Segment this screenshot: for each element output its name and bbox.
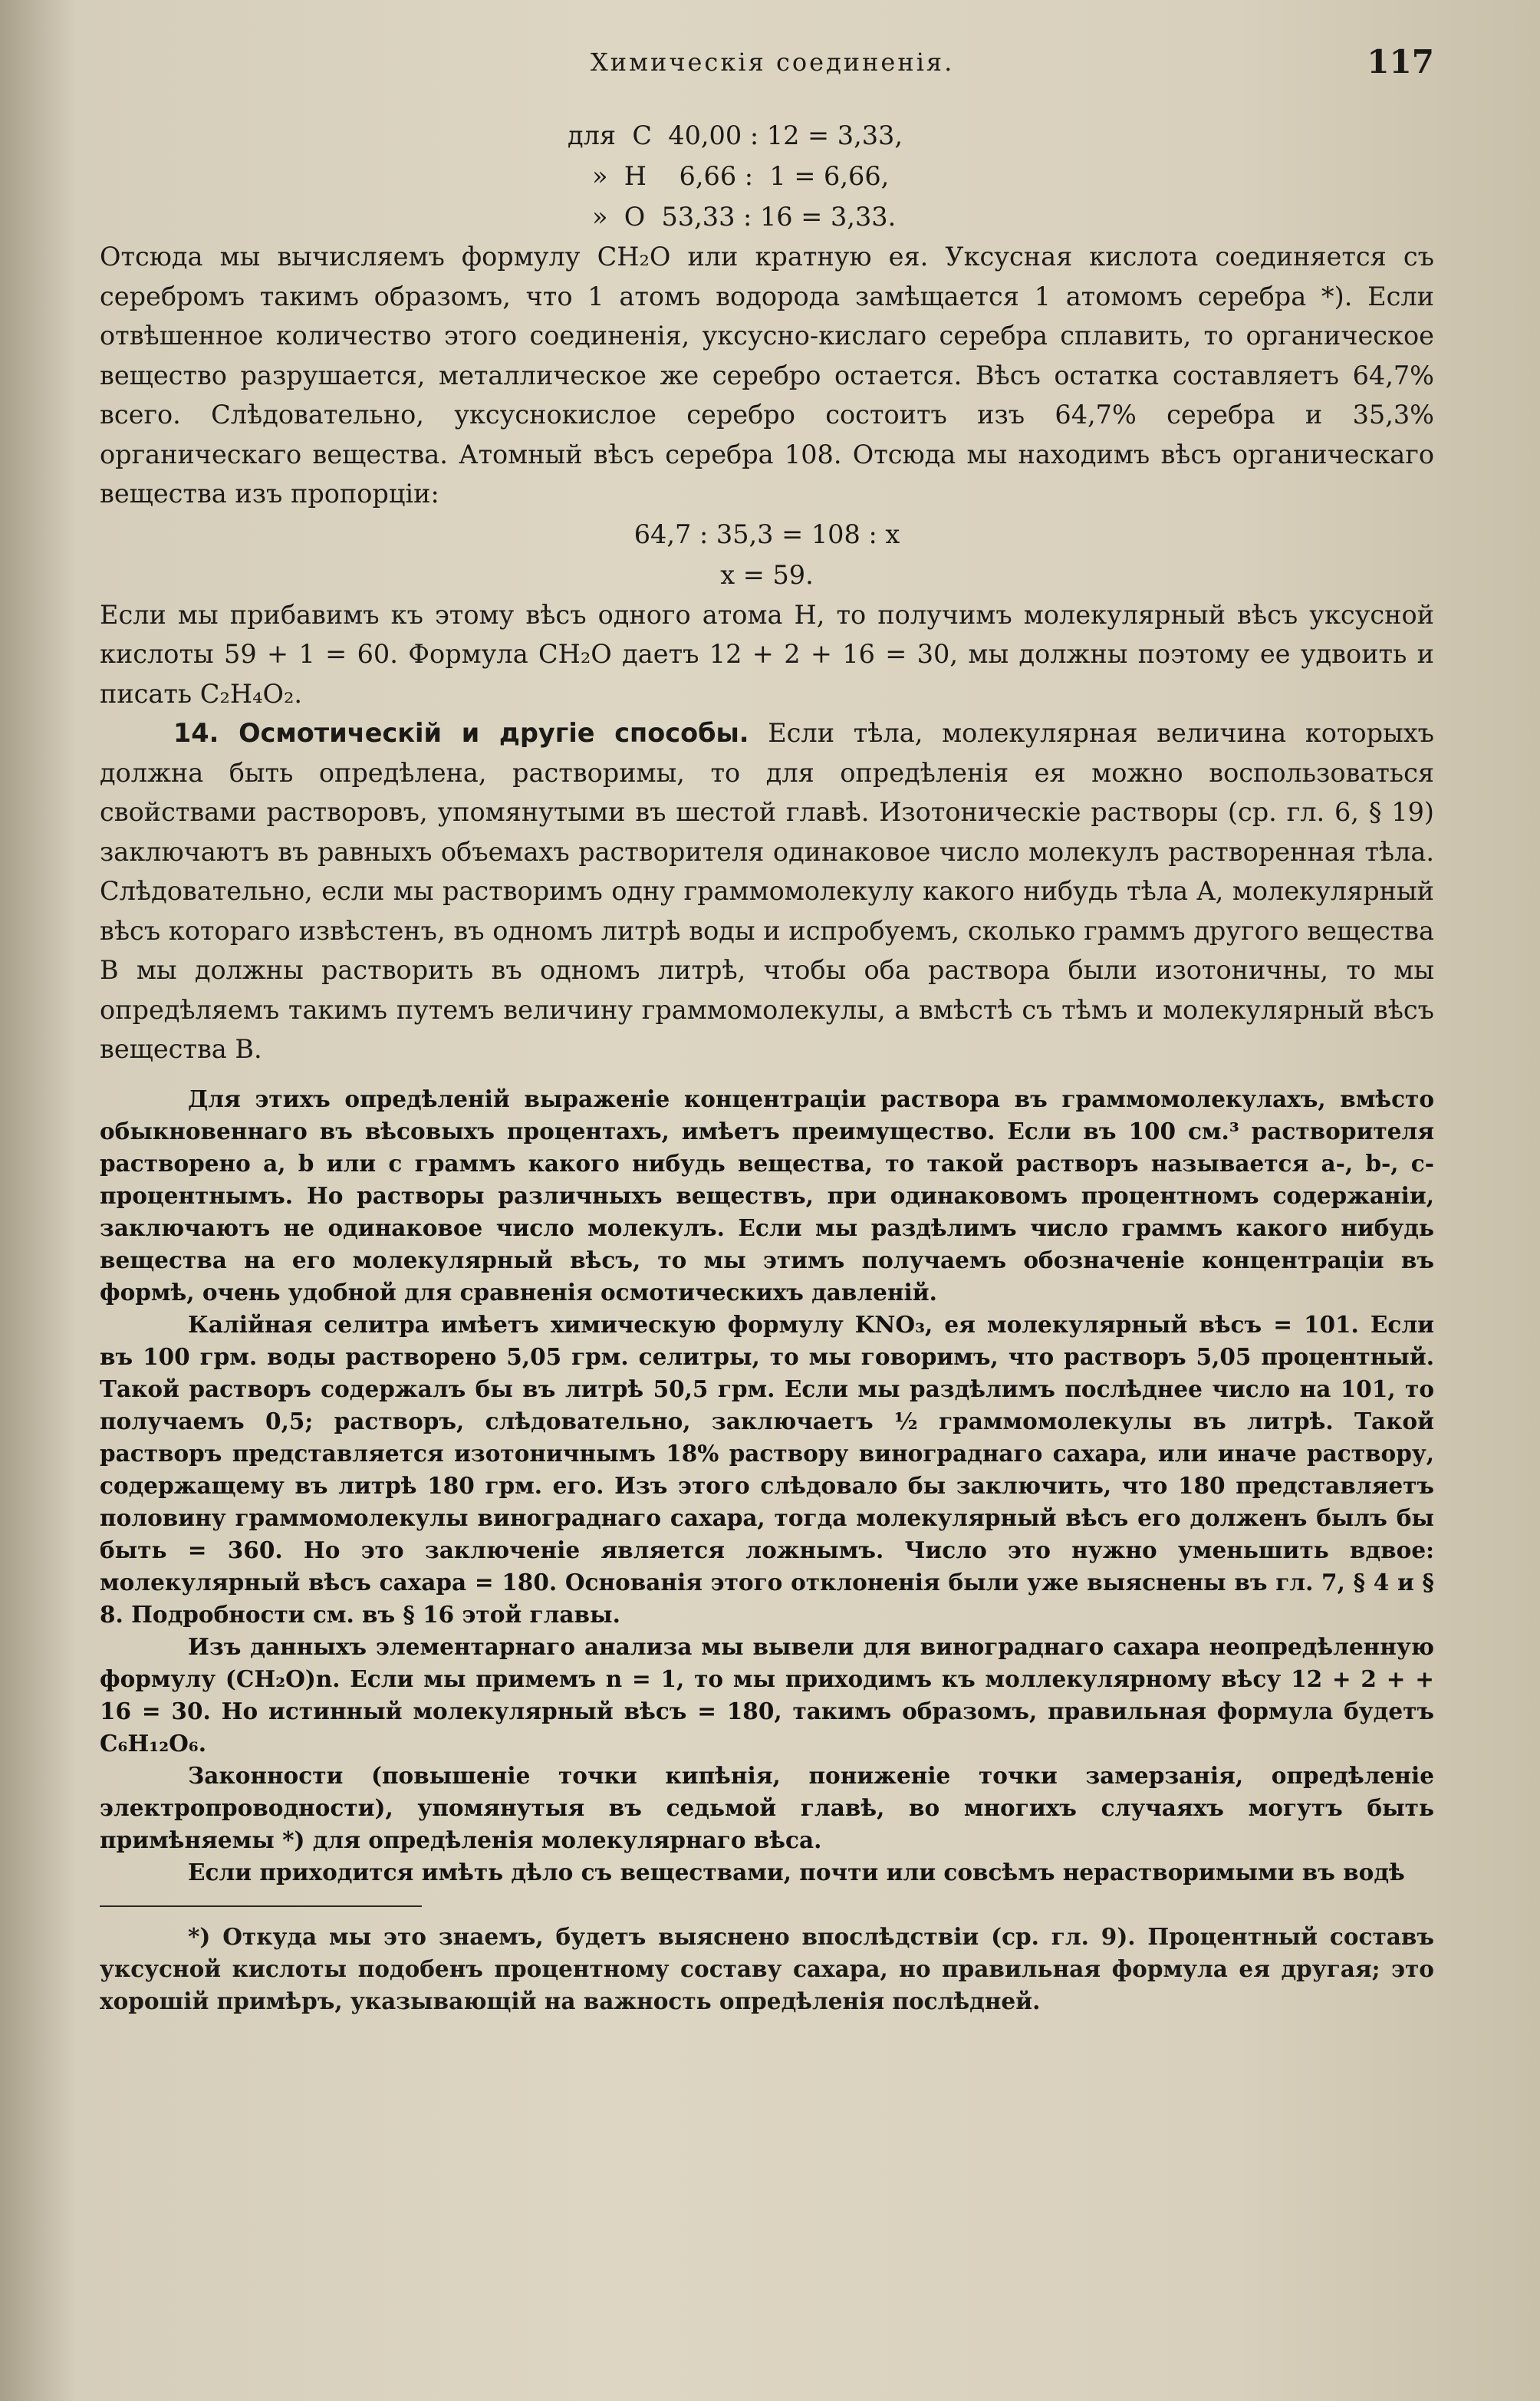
section-paragraph bbox=[100, 713, 1434, 1069]
small-paragraph: Изъ данныхъ элементарнаго анализа мы вывели для винограднаго сахара неопредѣленную формулу (CH₂O)n. Если мы примемъ n = 1, то мы приходимъ къ моллекулярному вѣсу 12 + 2 + + 16 = 30. Но истинный молекулярный вѣсъ = 180, такимъ образомъ, правильная формула будетъ C₆H₁₂O₆. bbox=[100, 1632, 1434, 1757]
page-number: 117 bbox=[1367, 43, 1434, 81]
paragraph: Отсюда мы вычисляемъ формулу CH₂O или кратную ея. Уксусная кислота соединяется съ серебромъ такимъ образомъ, что 1 атомъ водорода замѣщается 1 атомомъ серебра *). Если отвѣшенное количество этого соединенія, уксусно-кислаго серебра сплавить, то органическое вещество разрушается, металлическое же серебро остается. Вѣсъ остатка составляетъ 64,7% всего. Слѣдовательно, уксуснокислое серебро состоитъ изъ 64,7% серебра и 35,3% органическаго вещества. Атомный вѣсъ серебра 108. Отсюда мы находимъ вѣсъ органическаго вещества изъ пропорціи: bbox=[100, 242, 1434, 509]
section-title: 14. Осмотическій и другіе способы. bbox=[173, 718, 749, 748]
footnote: *) Откуда мы это знаемъ, будетъ выяснено впослѣдствіи (ср. гл. 9). Процентный составъ уксусной кислоты подобенъ процентному составу сахара, но правильная формула ея другая; это хорошій примѣръ, указывающій на важность опредѣленія послѣдней. bbox=[100, 1922, 1434, 2014]
page-content bbox=[100, 115, 1434, 2017]
formula-block-elemental bbox=[100, 115, 1434, 237]
formula-line: x = 59. bbox=[720, 559, 814, 590]
small-paragraph: Законности (повышеніе точки кипѣнія, пониженіе точки замерзанія, опредѣленіе электропроводности), упомянутыя въ седьмой главѣ, во многихъ случаяхъ могутъ быть примѣняемы *) для опредѣленія молекулярнаго вѣса. bbox=[100, 1761, 1434, 1853]
formula-line: » O 53,33 : 16 = 3,33. bbox=[568, 202, 897, 232]
section-text: Если тѣла, молекулярная величина которыхъ должна быть опредѣлена, растворимы, то для опредѣленія ея можно воспользоваться свойствами растворовъ, упомянутыми въ шестой главѣ. Изотоническіе растворы (ср. гл. 6, § 19) заключаютъ въ равныхъ объемахъ растворителя одинаковое число молекулъ растворенная тѣла. Слѣдовательно, если мы растворимъ одну граммомолекулу какого нибудь тѣла A, молекулярный вѣсъ котораго извѣстенъ, въ одномъ литрѣ воды и испробуемъ, сколько граммъ другого вещества B мы должны растворить въ одномъ литрѣ, чтобы оба раствора были изотоничны, то мы опредѣляемъ такимъ путемъ величину граммомолекулы, а вмѣстѣ съ тѣмъ и молекулярный вѣсъ вещества B. bbox=[100, 718, 1434, 1064]
footnote-divider bbox=[100, 1905, 422, 1907]
formula-line: для C 40,00 : 12 = 3,33, bbox=[568, 120, 903, 150]
formula-line: » H 6,66 : 1 = 6,66, bbox=[568, 161, 890, 191]
formula-block-proportion bbox=[100, 514, 1434, 595]
small-paragraph: Калійная селитра имѣетъ химическую формулу KNO₃, ея молекулярный вѣсъ = 101. Если въ 100 грм. воды растворено 5,05 грм. селитры, то мы говоримъ, что растворъ 5,05 процентный. Такой растворъ содержалъ бы въ литрѣ 50,5 грм. Если мы раздѣлимъ послѣднее число на 101, то получаемъ 0,5; растворъ, слѣдовательно, заключаетъ ½ граммомолекулы въ литрѣ. Такой растворъ представляется изотоничнымъ 18% раствору винограднаго сахара, или иначе раствору, содержащему въ литрѣ 180 грм. его. Изъ этого слѣдовало бы заключить, что 180 представляетъ половину граммомолекулы винограднаго сахара, тогда молекулярный вѣсъ его долженъ былъ бы быть = 360. Но это заключеніе является ложнымъ. Число это нужно уменьшить вдвое: молекулярный вѣсъ сахара = 180. Основанія этого отклоненія были уже выяснены въ гл. 7, § 4 и § 8. Подробности см. въ § 16 этой главы. bbox=[100, 1310, 1434, 1628]
small-paragraph: Если приходится имѣть дѣло съ веществами, почти или совсѣмъ нерастворимыми въ водѣ bbox=[188, 1858, 1405, 1886]
small-paragraph: Для этихъ опредѣленій выраженіе концентраціи раствора въ граммомолекулахъ, вмѣсто обыкновеннаго въ вѣсовыхъ процентахъ, имѣетъ преимущество. Если въ 100 см.³ растворителя растворено a, b или c граммъ какого нибудь вещества, то такой растворъ называется a-, b-, c-процентнымъ. Но растворы различныхъ веществъ, при одинаковомъ процентномъ содержаніи, заключаютъ не одинаковое число молекулъ. Если мы раздѣлимъ число граммъ какого нибудь вещества на его молекулярный вѣсъ, то мы этимъ получаемъ обозначеніе концентраціи въ формѣ, очень удобной для сравненія осмотическихъ давленій. bbox=[100, 1085, 1434, 1306]
running-title: Химическія соединенія. bbox=[591, 48, 955, 77]
paragraph: Если мы прибавимъ къ этому вѣсъ одного атома H, то получимъ молекулярный вѣсъ уксусной кислоты 59 + 1 = 60. Формула CH₂O даетъ 12 + 2 + 16 = 30, мы должны поэтому ее удвоить и писать C₂H₄O₂. bbox=[100, 599, 1434, 709]
formula-line: 64,7 : 35,3 = 108 : x bbox=[633, 519, 900, 549]
page-header bbox=[100, 43, 1434, 86]
